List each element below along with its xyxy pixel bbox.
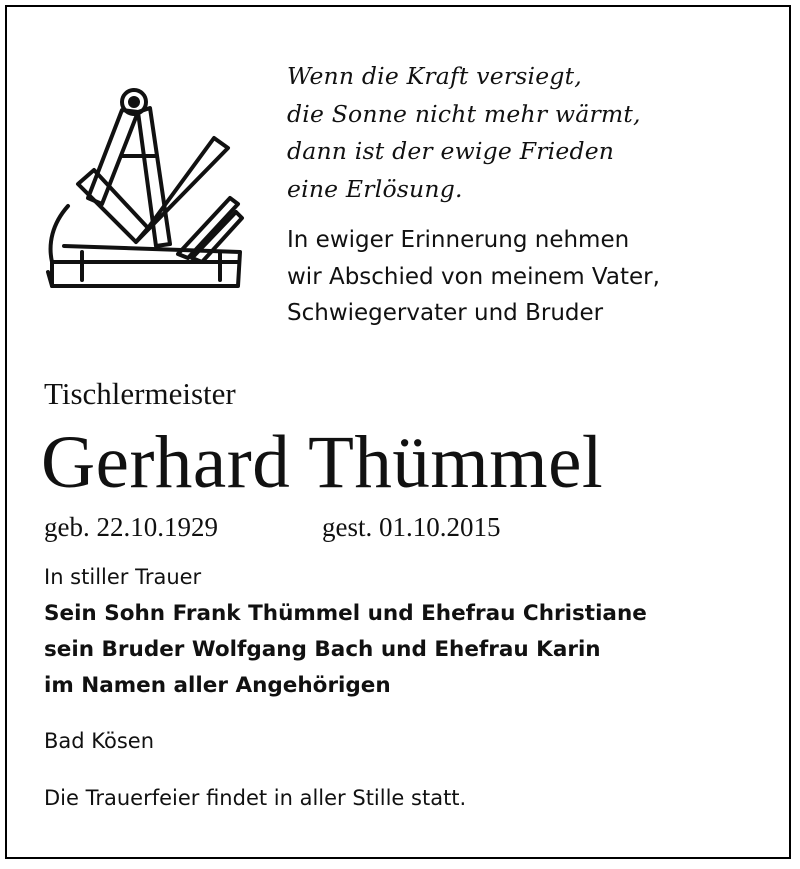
deceased-name: Gerhard Thümmel: [41, 421, 604, 504]
poem: [287, 58, 641, 208]
mourner-line: sein Bruder Wolfgang Bach und Ehefrau Karin: [44, 637, 601, 662]
mourner-line: Sein Sohn Frank Thümmel und Ehefrau Christiane: [44, 601, 647, 626]
mourner-line: im Namen aller Angehörigen: [44, 673, 391, 698]
mourning-heading: In stiller Trauer: [44, 565, 202, 589]
birth-date: geb. 22.10.1929: [44, 512, 218, 542]
poem-line: Wenn die Kraft versiegt,: [287, 62, 582, 90]
intro-line: In ewiger Erinnerung nehmen: [287, 227, 630, 253]
farewell-intro: [287, 222, 660, 332]
carpenter-tools-icon: [38, 86, 248, 294]
poem-line: eine Erlösung.: [287, 174, 463, 203]
mourners-list: [44, 596, 647, 704]
place: Bad Kösen: [44, 729, 155, 753]
intro-line: wir Abschied von meinem Vater,: [287, 263, 660, 290]
poem-line: die Sonne nicht mehr wärmt,: [287, 99, 641, 128]
death-date: gest. 01.10.2015: [322, 512, 501, 542]
poem-line: dann ist der ewige Frieden: [287, 137, 615, 165]
intro-line: Schwiegervater und Bruder: [287, 300, 604, 326]
profession: Tischlermeister: [44, 376, 236, 411]
funeral-notice: Die Trauerfeier findet in aller Stille statt.: [44, 786, 467, 810]
